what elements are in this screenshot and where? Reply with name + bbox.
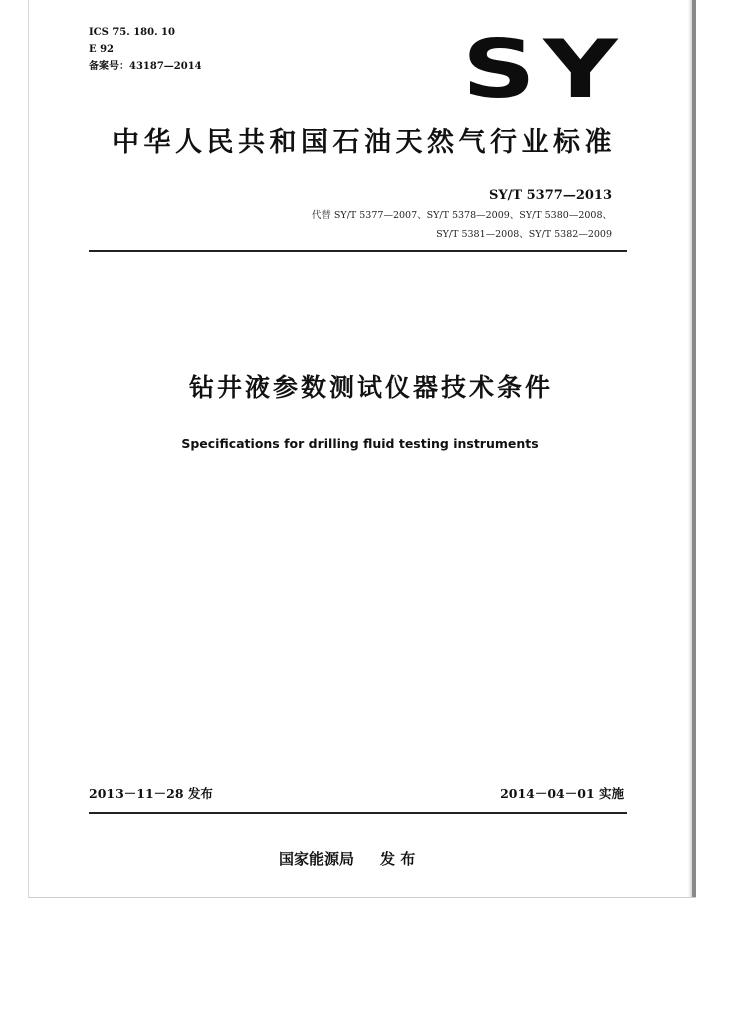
issuer-action: 发 布 [380, 850, 416, 868]
category-code: E 92 [89, 44, 115, 55]
scan-edge-left [28, 0, 29, 898]
implementation-date: 2014－04－01 实施 [500, 786, 624, 801]
document-title-english: Specifications for drilling fluid testing instruments [181, 436, 539, 451]
issuer-name: 国家能源局 [279, 850, 355, 868]
filing-number: 备案号：43187—2014 [89, 61, 202, 72]
issuer-line [279, 849, 415, 869]
document-title: 钻井液参数测试仪器技术条件 [188, 373, 553, 402]
issue-date: 2013－11－28 发布 [89, 786, 213, 801]
replaces-line-1: 代替 SY/T 5377—2007、SY/T 5378—2009、SY/T 5380—2008、 [311, 210, 612, 221]
scan-edge-bottom [28, 897, 696, 898]
footer-divider [89, 812, 627, 814]
header-divider [89, 250, 627, 252]
standard-number: SY/T 5377—2013 [489, 188, 612, 203]
replaces-line-2: SY/T 5381—2008、SY/T 5382—2009 [436, 229, 612, 240]
scan-edge-right [692, 0, 696, 898]
sy-logo: SY [462, 23, 626, 116]
ics-code: ICS 75. 180. 10 [89, 27, 175, 38]
organization-title: 中华人民共和国石油天然气行业标准 [112, 127, 616, 158]
